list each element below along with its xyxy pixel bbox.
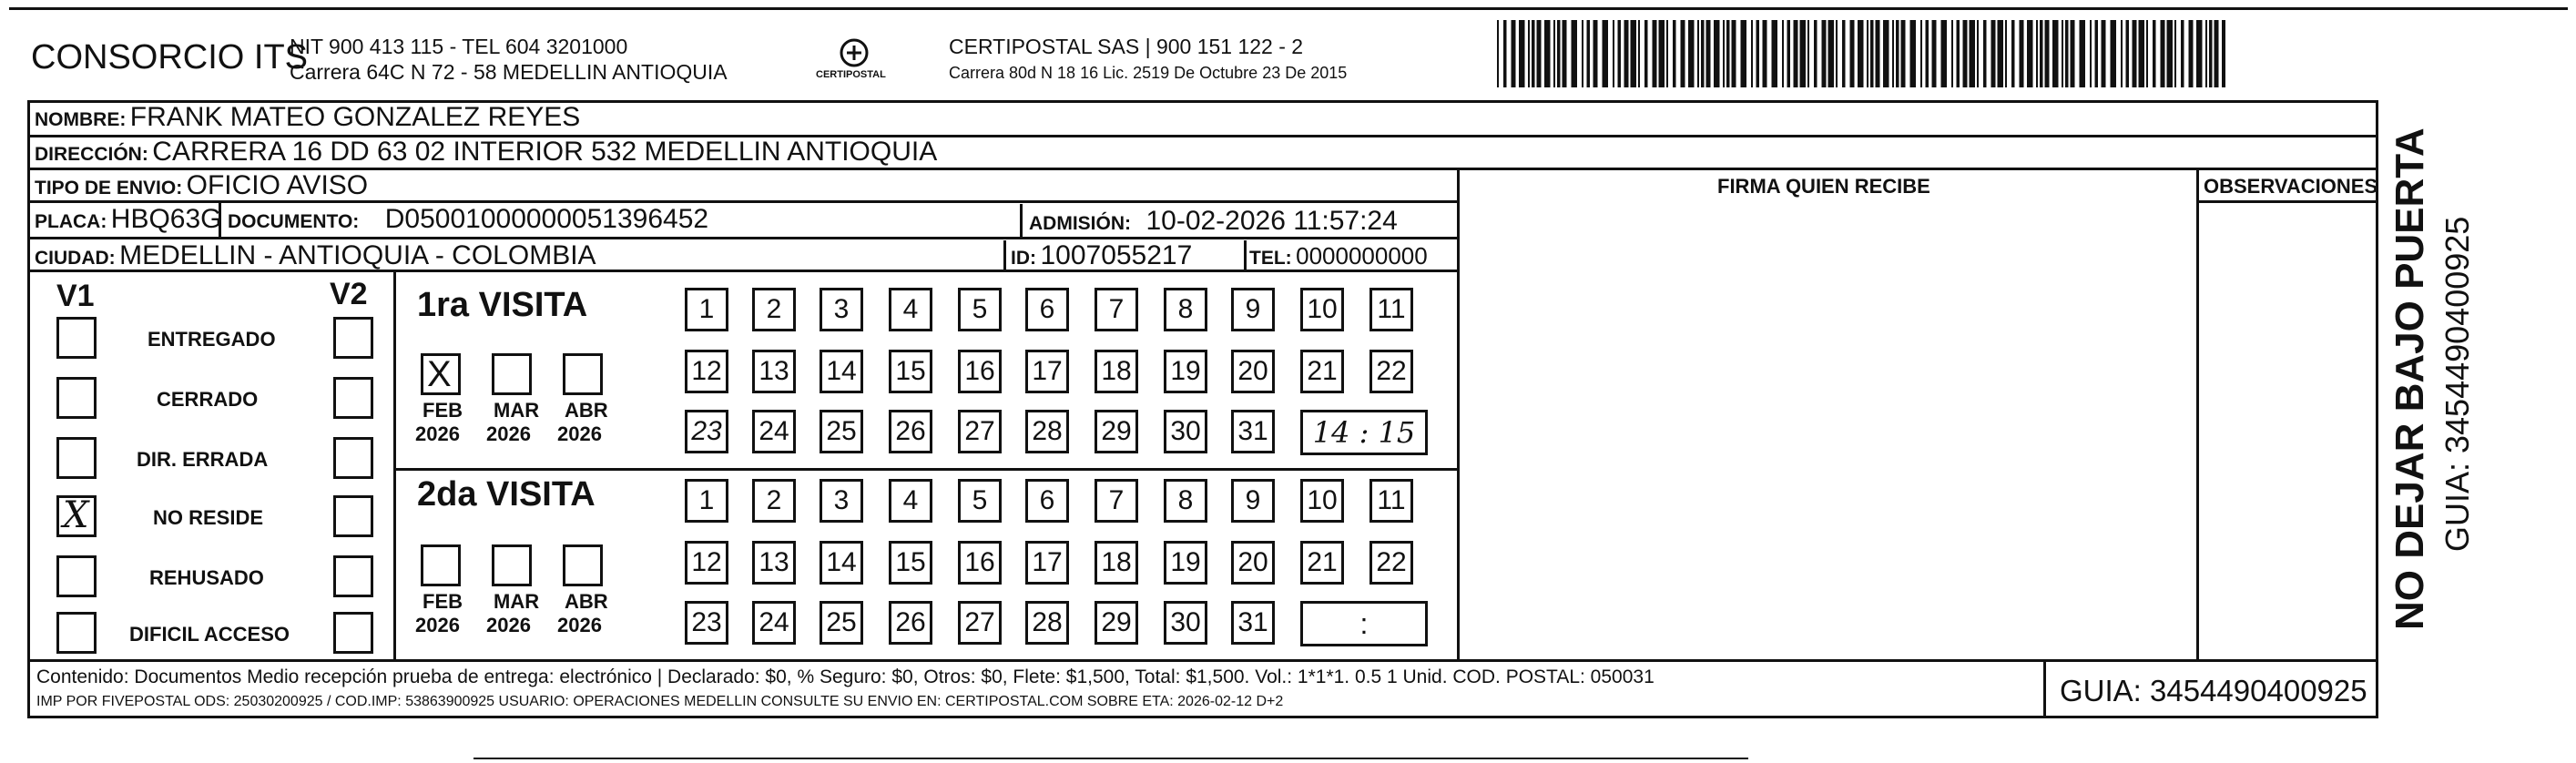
- day-box[interactable]: 13: [752, 541, 796, 585]
- barcode-bar: [2189, 20, 2194, 87]
- barcode-bar: [2102, 20, 2106, 87]
- day-box[interactable]: 7: [1095, 479, 1138, 523]
- barcode-bar: [1828, 20, 1835, 87]
- barcode-bar: [1782, 20, 1784, 87]
- direccion-value: CARRERA 16 DD 63 02 INTERIOR 532 MEDELLIN ANTIOQUIA: [152, 137, 938, 167]
- barcode-bar: [1977, 20, 1979, 87]
- day-box[interactable]: 1: [685, 479, 728, 523]
- footer-imp: IMP POR FIVEPOSTAL ODS: 25030200925 / COD.IMP: 53863900925 USUARIO: OPERACIONES MEDELLIN CONSULTE SU ENVIO EN: CERTIPOSTAL.COM SOBRE ETA: 2026-02-12 D+2: [36, 694, 1284, 709]
- side-guia: GUIA: 3454490400925: [2439, 216, 2476, 552]
- day-box[interactable]: 2: [752, 479, 796, 523]
- barcode-bar: [2052, 20, 2059, 87]
- status-option-label: CERRADO: [157, 388, 259, 411]
- carrier-name: CERTIPOSTAL SAS | 900 151 122 - 2: [949, 35, 1304, 58]
- barcode-bar: [2205, 20, 2207, 87]
- nombre-row: [35, 102, 580, 133]
- barcode-bar: [1593, 20, 1598, 87]
- day-box[interactable]: 28: [1025, 601, 1069, 645]
- barcode-bar: [1932, 20, 1937, 87]
- v2-checkbox[interactable]: [333, 555, 373, 597]
- day-box[interactable]: 4: [889, 479, 932, 523]
- barcode-bar: [2062, 20, 2063, 87]
- barcode-bar: [1631, 20, 1637, 87]
- barcode-bar: [1883, 20, 1889, 87]
- direccion-row: [35, 137, 937, 168]
- day-box[interactable]: 19: [1164, 541, 1207, 585]
- day-box[interactable]: 25: [820, 601, 863, 645]
- day-box[interactable]: 9: [1231, 479, 1275, 523]
- v1-checkbox[interactable]: [56, 437, 97, 479]
- tipo-value: OFICIO AVISO: [186, 170, 369, 200]
- day-box[interactable]: 29: [1095, 601, 1138, 645]
- month-label: ABR: [565, 399, 608, 422]
- v2-checkbox[interactable]: [333, 495, 373, 537]
- barcode-bar: [1772, 20, 1778, 87]
- logo-text: CERTIPOSTAL: [816, 69, 886, 80]
- barcode-bar: [1553, 20, 1555, 87]
- barcode-bar: [1673, 20, 1676, 87]
- barcode-bar: [1681, 20, 1685, 87]
- year-label: 2026: [415, 614, 460, 636]
- barcode-bar: [1528, 20, 1530, 87]
- year-label: 2026: [557, 422, 602, 445]
- barcode: [1497, 20, 2225, 87]
- barcode-bar: [2036, 20, 2038, 87]
- barcode-bar: [2215, 20, 2219, 87]
- v1-checkbox[interactable]: [56, 317, 97, 359]
- barcode-bar: [1970, 20, 1976, 87]
- tel-row: [1249, 242, 1428, 270]
- barcode-bar: [1991, 20, 1996, 87]
- id-value: 1007055217: [1040, 240, 1193, 270]
- barcode-bar: [1926, 20, 1929, 87]
- time-box[interactable]: :: [1300, 601, 1428, 646]
- day-box[interactable]: 19: [1164, 350, 1207, 393]
- barcode-bar: [2040, 20, 2043, 87]
- barcode-bar: [1557, 20, 1561, 87]
- v1-checkbox[interactable]: [56, 612, 97, 654]
- barcode-bar: [1618, 20, 1622, 87]
- v1-checkbox[interactable]: [56, 555, 97, 597]
- barcode-bar: [2011, 20, 2015, 87]
- day-box[interactable]: 30: [1164, 410, 1207, 453]
- ciudad-value: MEDELLIN - ANTIOQUIA - COLOMBIA: [119, 240, 596, 270]
- v2-checkbox[interactable]: [333, 377, 373, 419]
- id-label: ID:: [1011, 248, 1036, 269]
- barcode-bar: [1842, 20, 1846, 87]
- barcode-bar: [2080, 20, 2086, 87]
- barcode-bar: [1858, 20, 1864, 87]
- day-box[interactable]: 24: [752, 410, 796, 453]
- day-box[interactable]: 22: [1369, 350, 1413, 393]
- barcode-bar: [1941, 20, 1948, 87]
- year-label: 2026: [415, 422, 460, 445]
- barcode-bar: [2146, 20, 2148, 87]
- day-box[interactable]: 27: [958, 601, 1002, 645]
- barcode-bar: [2161, 20, 2165, 87]
- day-box[interactable]: 3: [820, 479, 863, 523]
- day-box[interactable]: 21: [1300, 350, 1344, 393]
- day-box[interactable]: 5: [958, 479, 1002, 523]
- day-box[interactable]: 15: [889, 350, 932, 393]
- barcode-bar: [1870, 20, 1874, 87]
- barcode-bar: [1787, 20, 1791, 87]
- day-box[interactable]: 20: [1231, 350, 1275, 393]
- barcode-bar: [1503, 20, 1507, 87]
- v1-checkbox[interactable]: [56, 377, 97, 419]
- month-label: MAR: [494, 399, 540, 422]
- barcode-bar: [1951, 20, 1953, 87]
- barcode-bar: [1572, 20, 1578, 87]
- day-box[interactable]: 12: [685, 541, 728, 585]
- year-label: 2026: [486, 614, 531, 636]
- month-checkbox[interactable]: [421, 544, 461, 586]
- tel-value: 0000000000: [1296, 242, 1428, 270]
- barcode-bar: [2222, 20, 2225, 87]
- barcode-bar: [1807, 20, 1809, 87]
- month-label: ABR: [565, 590, 608, 613]
- barcode-bar: [1763, 20, 1767, 87]
- barcode-bar: [2167, 20, 2174, 87]
- month-check-mark: X: [427, 354, 452, 394]
- day-box[interactable]: 13: [752, 350, 796, 393]
- v2-label: V2: [330, 277, 368, 311]
- barcode-bar: [2126, 20, 2130, 87]
- v2-checkbox[interactable]: [333, 317, 373, 359]
- barcode-bar: [1653, 20, 1657, 87]
- barcode-bar: [2139, 20, 2145, 87]
- day-box[interactable]: 6: [1025, 288, 1069, 331]
- placa-row: [35, 204, 222, 235]
- barcode-bar: [1714, 20, 1720, 87]
- ciudad-label: CIUDAD:: [35, 248, 116, 269]
- barcode-bar: [1920, 20, 1922, 87]
- day-box[interactable]: 3: [820, 288, 863, 331]
- day-box[interactable]: 22: [1369, 541, 1413, 585]
- day-box[interactable]: 10: [1300, 479, 1344, 523]
- day-box[interactable]: 29: [1095, 410, 1138, 453]
- year-label: 2026: [486, 422, 531, 445]
- day-box[interactable]: 12: [685, 350, 728, 393]
- barcode-bar: [1901, 20, 1906, 87]
- barcode-bar: [1532, 20, 1535, 87]
- day-box[interactable]: 15: [889, 541, 932, 585]
- tipo-row: [35, 170, 368, 201]
- barcode-bar: [2209, 20, 2213, 87]
- barcode-bar: [1544, 20, 1551, 87]
- barcode-bar: [1638, 20, 1640, 87]
- nombre-label: NOMBRE:: [35, 109, 127, 130]
- day-box[interactable]: 18: [1095, 350, 1138, 393]
- day-box[interactable]: 8: [1164, 479, 1207, 523]
- barcode-bar: [2090, 20, 2092, 87]
- barcode-bar: [1896, 20, 1899, 87]
- carrier-address: Carrera 80d N 18 16 Lic. 2519 De Octubre 23 De 2015: [949, 64, 1348, 82]
- placa-value: HBQ63G: [110, 204, 222, 234]
- barcode-bar: [1706, 20, 1711, 87]
- admision-value: 10-02-2026 11:57:24: [1145, 206, 1398, 236]
- barcode-bar: [2181, 20, 2184, 87]
- barcode-bar: [1701, 20, 1705, 87]
- barcode-bar: [1603, 20, 1609, 87]
- barcode-bar: [1910, 20, 1917, 87]
- time-box[interactable]: 14 : 15: [1300, 410, 1428, 455]
- barcode-bar: [2111, 20, 2117, 87]
- day-box[interactable]: 27: [958, 410, 1002, 453]
- barcode-bar: [1723, 20, 1725, 87]
- barcode-bar: [1497, 20, 1499, 87]
- month-checkbox[interactable]: [492, 544, 532, 586]
- documento-row: [228, 204, 708, 235]
- barcode-bar: [1666, 20, 1668, 87]
- day-box[interactable]: 17: [1025, 350, 1069, 393]
- year-label: 2026: [557, 614, 602, 636]
- documento-label: DOCUMENTO:: [228, 211, 360, 232]
- barcode-bar: [1697, 20, 1699, 87]
- visit1-title: 1ra VISITA: [417, 286, 588, 324]
- day-box[interactable]: 6: [1025, 479, 1069, 523]
- status-option-label: ENTREGADO: [148, 328, 276, 351]
- day-box[interactable]: 14: [820, 541, 863, 585]
- barcode-bar: [1587, 20, 1591, 87]
- v2-checkbox[interactable]: [333, 437, 373, 479]
- status-option-label: NO RESIDE: [153, 506, 264, 529]
- v1-label: V1: [56, 279, 95, 313]
- day-box[interactable]: 20: [1231, 541, 1275, 585]
- v1-checkbox[interactable]: [56, 495, 97, 537]
- barcode-bar: [1800, 20, 1807, 87]
- day-box[interactable]: 11: [1369, 479, 1413, 523]
- day-box[interactable]: 18: [1095, 541, 1138, 585]
- barcode-bar: [1867, 20, 1868, 87]
- barcode-bar: [2027, 20, 2033, 87]
- admision-label: ADMISIÓN:: [1029, 213, 1131, 234]
- company-name: CONSORCIO ITS: [31, 38, 309, 76]
- day-box[interactable]: 14: [820, 350, 863, 393]
- documento-value: D05001000000051396452: [384, 204, 709, 234]
- placa-label: PLACA:: [35, 211, 107, 232]
- barcode-bar: [1983, 20, 1987, 87]
- barcode-bar: [1957, 20, 1960, 87]
- ciudad-row: [35, 240, 596, 271]
- barcode-bar: [2020, 20, 2024, 87]
- day-box[interactable]: 26: [889, 601, 932, 645]
- month-label: FEB: [423, 399, 463, 422]
- day-box[interactable]: 8: [1164, 288, 1207, 331]
- day-box[interactable]: 1: [685, 288, 728, 331]
- day-box[interactable]: 7: [1095, 288, 1138, 331]
- day-box[interactable]: 23: [685, 601, 728, 645]
- day-box[interactable]: 11: [1369, 288, 1413, 331]
- barcode-bar: [1998, 20, 2004, 87]
- certipostal-logo: [809, 33, 900, 87]
- month-checkbox[interactable]: [563, 544, 603, 586]
- tipo-label: TIPO DE ENVIO:: [35, 178, 183, 198]
- day-box[interactable]: 10: [1300, 288, 1344, 331]
- barcode-bar: [1732, 20, 1736, 87]
- observaciones-label: OBSERVACIONES: [2204, 175, 2378, 198]
- day-box[interactable]: 2: [752, 288, 796, 331]
- barcode-bar: [1613, 20, 1614, 87]
- barcode-bar: [1963, 20, 1968, 87]
- day-box[interactable]: 21: [1300, 541, 1344, 585]
- barcode-bar: [2095, 20, 2099, 87]
- month-checkbox[interactable]: [492, 353, 532, 395]
- nombre-value: FRANK MATEO GONZALEZ REYES: [129, 102, 581, 132]
- footer-guia: GUIA: 3454490400925: [2060, 674, 2367, 707]
- day-box[interactable]: 25: [820, 410, 863, 453]
- firma-label: FIRMA QUIEN RECIBE: [1717, 175, 1930, 198]
- barcode-bar: [2071, 20, 2075, 87]
- barcode-bar: [1659, 20, 1665, 87]
- barcode-bar: [2153, 20, 2156, 87]
- barcode-bar: [1836, 20, 1838, 87]
- day-box[interactable]: 28: [1025, 410, 1069, 453]
- v1-check-mark: X: [63, 494, 89, 536]
- barcode-bar: [1876, 20, 1880, 87]
- day-box[interactable]: 17: [1025, 541, 1069, 585]
- day-box[interactable]: 24: [752, 601, 796, 645]
- barcode-bar: [2196, 20, 2203, 87]
- barcode-bar: [1726, 20, 1730, 87]
- month-label: FEB: [423, 590, 463, 613]
- barcode-bar: [1582, 20, 1583, 87]
- admision-row: [1029, 206, 1398, 237]
- month-checkbox[interactable]: [421, 353, 461, 395]
- barcode-bar: [1751, 20, 1753, 87]
- barcode-bar: [1624, 20, 1629, 87]
- barcode-bar: [1688, 20, 1695, 87]
- day-box[interactable]: 30: [1164, 601, 1207, 645]
- barcode-bar: [1519, 20, 1525, 87]
- barcode-bar: [1537, 20, 1542, 87]
- barcode-bar: [2133, 20, 2137, 87]
- barcode-bar: [1644, 20, 1648, 87]
- day-box[interactable]: 31: [1231, 601, 1275, 645]
- barcode-bar: [2005, 20, 2007, 87]
- direccion-label: DIRECCIÓN:: [35, 144, 148, 165]
- barcode-bar: [2065, 20, 2069, 87]
- footer-contenido: Contenido: Documentos Medio recepción prueba de entrega: electrónico | Declarado: $0, % Seguro: $0, Otros: $0, Flete: $1,500, Total: $1,500. Vol.: 1*1*1. 0.5 1 Unid. COD. POSTAL: 050031: [36, 666, 1655, 687]
- barcode-bar: [1814, 20, 1817, 87]
- barcode-bar: [1850, 20, 1855, 87]
- barcode-bar: [1794, 20, 1798, 87]
- day-box[interactable]: 16: [958, 350, 1002, 393]
- status-option-label: DIR. ERRADA: [137, 448, 269, 471]
- month-label: MAR: [494, 590, 540, 613]
- company-address: Carrera 64C N 72 - 58 MEDELLIN ANTIOQUIA: [290, 60, 728, 84]
- v2-checkbox[interactable]: [333, 612, 373, 654]
- day-box[interactable]: 26: [889, 410, 932, 453]
- barcode-bar: [2045, 20, 2050, 87]
- day-box[interactable]: 9: [1231, 288, 1275, 331]
- day-box[interactable]: 5: [958, 288, 1002, 331]
- barcode-bar: [2174, 20, 2176, 87]
- barcode-bar: [1756, 20, 1760, 87]
- visit2-title: 2da VISITA: [417, 475, 596, 514]
- barcode-bar: [1512, 20, 1516, 87]
- barcode-bar: [1892, 20, 1894, 87]
- barcode-bar: [1563, 20, 1567, 87]
- tel-label: TEL:: [1249, 248, 1292, 269]
- company-nit: NIT 900 413 115 - TEL 604 3201000: [290, 35, 628, 58]
- day-box[interactable]: 16: [958, 541, 1002, 585]
- barcode-bar: [2121, 20, 2123, 87]
- status-option-label: DIFICIL ACCESO: [129, 623, 290, 646]
- barcode-bar: [1741, 20, 1747, 87]
- day-box[interactable]: 31: [1231, 410, 1275, 453]
- day-box[interactable]: 23: [685, 410, 728, 453]
- side-warning: NO DEJAR BAJO PUERTA: [2388, 127, 2432, 630]
- id-row: [1011, 240, 1192, 271]
- status-option-label: REHUSADO: [149, 566, 264, 589]
- month-checkbox[interactable]: [563, 353, 603, 395]
- barcode-bar: [1822, 20, 1827, 87]
- day-box[interactable]: 4: [889, 288, 932, 331]
